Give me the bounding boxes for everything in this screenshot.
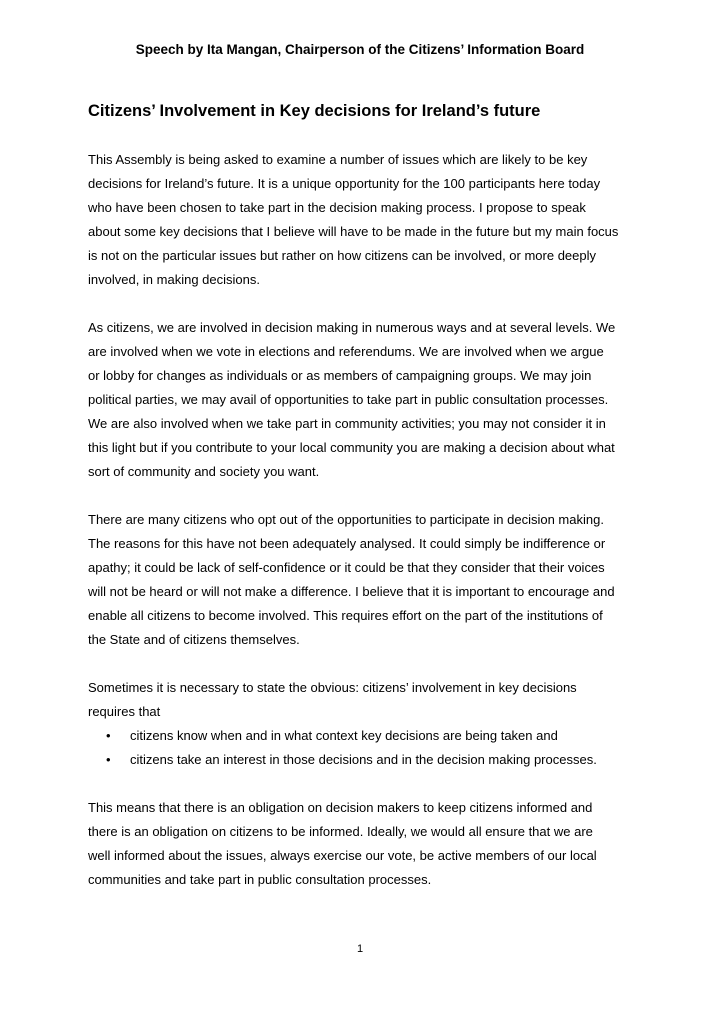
text-line: requires that	[88, 704, 161, 719]
text-line: or lobby for changes as individuals or as members of campaigning groups. We may join	[88, 368, 592, 383]
text-line: Sometimes it is necessary to state the obvious: citizens’ involvement in key decisions	[88, 680, 577, 695]
text-line: who have been chosen to take part in the decision making process. I propose to speak	[88, 200, 586, 215]
paragraph-5	[88, 796, 643, 892]
page-number: 1	[356, 943, 364, 955]
text-line: are involved when we vote in elections and referendums. We are involved when we argue	[88, 344, 604, 359]
text-line: well informed about the issues, always exercise our vote, be active members of our local	[88, 848, 597, 863]
text-line: We are also involved when we take part in community activities; you may not consider it in	[88, 416, 606, 431]
text-line: This Assembly is being asked to examine a number of issues which are likely to be key	[88, 152, 588, 167]
text-line: involved, in making decisions.	[88, 272, 260, 287]
bullet-text: citizens take an interest in those decisions and in the decision making processes.	[130, 752, 597, 767]
text-line: enable all citizens to become involved. This requires effort on the part of the institutions of	[88, 608, 603, 623]
text-line: sort of community and society you want.	[88, 464, 320, 479]
bullet-list	[88, 724, 643, 772]
text-line: This means that there is an obligation on decision makers to keep citizens informed and	[88, 800, 593, 815]
text-line: political parties, we may avail of opportunities to take part in public consultation processes.	[88, 392, 609, 407]
text-line: apathy; it could be lack of self-confidence or it could be that they consider that their voices	[88, 560, 605, 575]
text-line: is not on the particular issues but rather on how citizens can be involved, or more deeply	[88, 248, 596, 263]
paragraph-3	[88, 508, 643, 652]
text-line: about some key decisions that I believe will have to be made in the future but my main focus	[88, 224, 619, 239]
document-title: Citizens’ Involvement in Key decisions for Ireland’s future	[88, 102, 541, 120]
list-item	[88, 748, 643, 772]
bullet-icon: •	[106, 752, 111, 767]
text-line: there is an obligation on citizens to be informed. Ideally, we would all ensure that we are	[88, 824, 593, 839]
text-line: the State and of citizens themselves.	[88, 632, 300, 647]
text-line: As citizens, we are involved in decision making in numerous ways and at several levels. We	[88, 320, 616, 335]
text-line: communities and take part in public consultation processes.	[88, 872, 432, 887]
text-line: this light but if you contribute to your local community you are making a decision about what	[88, 440, 615, 455]
bullet-icon: •	[106, 728, 111, 743]
document-body	[88, 148, 643, 916]
text-line: will not be heard or will not make a difference. I believe that it is important to encourage and	[88, 584, 615, 599]
bullet-text: citizens know when and in what context key decisions are being taken and	[130, 728, 558, 743]
text-line: decisions for Ireland’s future. It is a unique opportunity for the 100 participants here today	[88, 176, 601, 191]
paragraph-2	[88, 316, 643, 484]
paragraph-1	[88, 148, 643, 292]
paragraph-4	[88, 676, 643, 724]
text-line: The reasons for this have not been adequately analysed. It could simply be indifference or	[88, 536, 606, 551]
list-item	[88, 724, 643, 748]
speech-header: Speech by Ita Mangan, Chairperson of the Citizens’ Information Board	[135, 42, 585, 57]
text-line: There are many citizens who opt out of the opportunities to participate in decision making.	[88, 512, 604, 527]
